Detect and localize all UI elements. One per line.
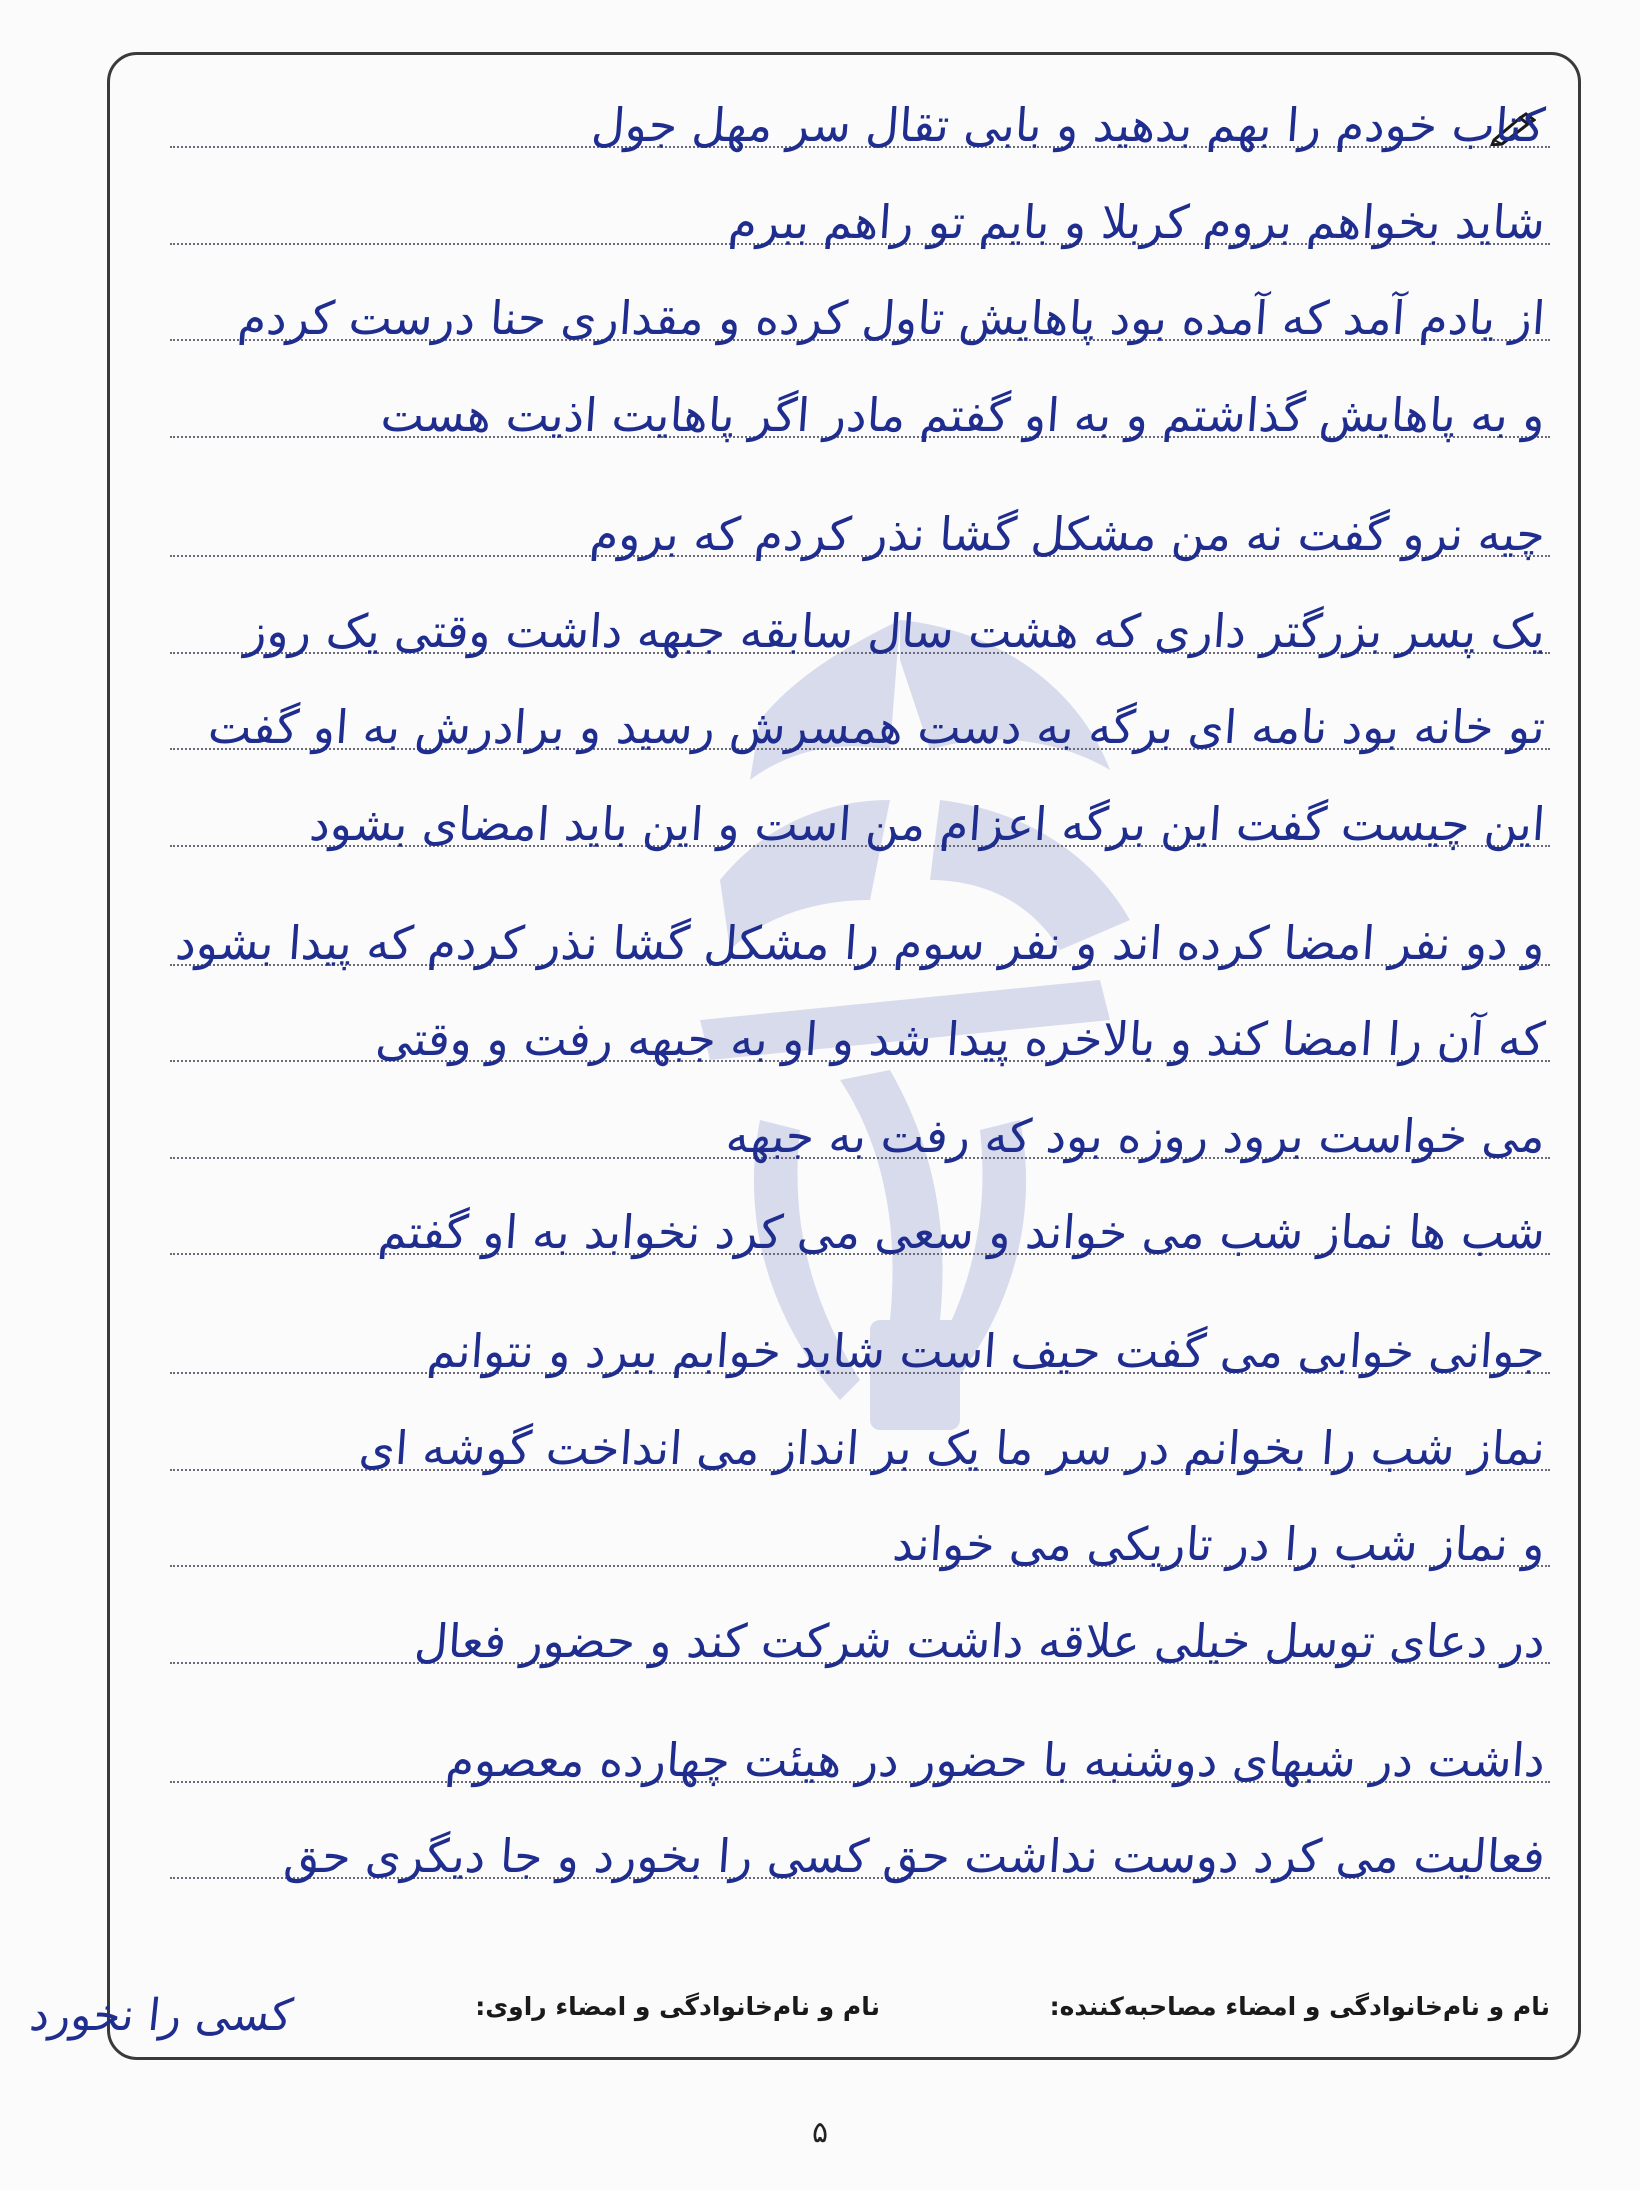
handwritten-line: و دو نفر امضا کرده اند و نفر سوم را مشکل گشا نذر کردم که پیدا بشود <box>173 916 1547 970</box>
handwritten-line: از یادم آمد که آمده بود پاهایش تاول کرده و مقداری حنا درست کردم <box>236 291 1547 345</box>
page-number: ۵ <box>811 2115 829 2150</box>
handwritten-line: تو خانه بود نامه ای برگه به دست همسرش رسید و برادرش به او گفت <box>206 700 1547 754</box>
handwritten-line: در دعای توسل خیلی علاقه داشت شرکت کند و حضور فعال <box>412 1614 1547 1668</box>
handwritten-line: و به پاهایش گذاشتم و به او گفتم مادر اگر پاهایت اذیت هست <box>379 388 1547 442</box>
narrator-signature-label: نام و نام‌خانوادگی و امضاء راوی: <box>475 1992 880 2021</box>
handwritten-line: جوانی خوابی می گفت حیف است شاید خوابم ببرد و نتوانم <box>425 1324 1547 1378</box>
interviewer-signature-label: نام و نام‌خانوادگی و امضاء مصاحبه‌کننده: <box>1049 1992 1550 2021</box>
handwritten-line: این چیست گفت این برگه اعزام من است و این باید امضای بشود <box>307 797 1547 851</box>
handwritten-line: شب ها نماز شب می خواند و سعی می کرد نخوابد به او گفتم <box>376 1205 1547 1259</box>
handwritten-line: کتاب خودم را بهم بدهید و بابی تقال سر مهل جول <box>589 98 1547 152</box>
handwritten-line: می خواست برود روزه بود که رفت به جبهه <box>724 1109 1547 1163</box>
handwritten-line: فعالیت می کرد دوست نداشت حق کسی را بخورد و جا دیگری حق <box>282 1829 1547 1883</box>
handwritten-line: که آن را امضا کند و بالاخره پیدا شد و او به جبهه رفت و وقتی <box>374 1012 1547 1066</box>
handwritten-line: و نماز شب را در تاریکی می خواند <box>891 1517 1547 1571</box>
handwritten-continuation: کسی را نخورد <box>27 1990 296 2041</box>
handwritten-line: چیه نرو گفت نه من مشکل گشا نذر کردم که بروم <box>588 507 1547 561</box>
handwritten-line: شاید بخواهم بروم کربلا و بایم تو راهم ببرم <box>726 195 1547 249</box>
handwritten-line: یک پسر بزرگتر داری که هشت سال سابقه جبهه داشت وقتی یک روز <box>242 604 1547 658</box>
signature-footer <box>130 1992 1550 2032</box>
handwritten-line: نماز شب را بخوانم در سر ما یک بر انداز می انداخت گوشه ای <box>357 1421 1547 1475</box>
handwritten-line: داشت در شبهای دوشنبه با حضور در هیئت چهارده معصوم <box>444 1733 1547 1787</box>
